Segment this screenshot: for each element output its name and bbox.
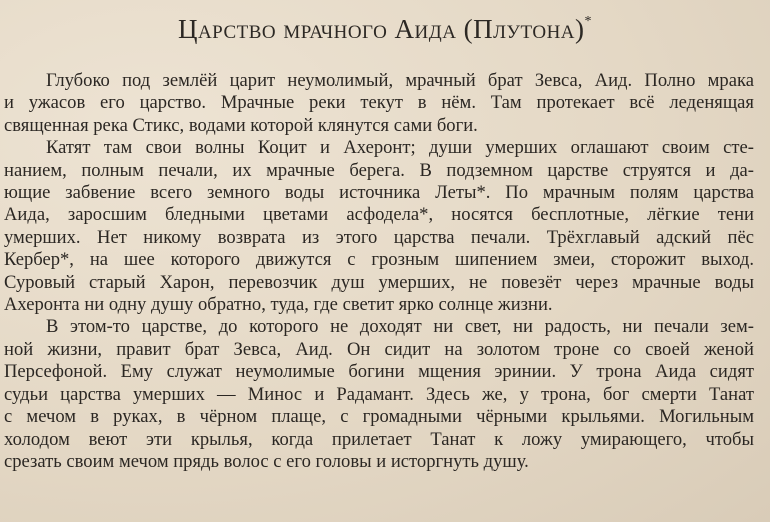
- text-line: Кербер*, на шее которого движутся с грозным шипением змеи, сторожит выход.: [4, 249, 754, 271]
- footnote-mark: *: [584, 14, 593, 29]
- chapter-title: [0, 14, 770, 45]
- text-line: срезать своим мечом прядь волос с его головы и исторгнуть душу.: [4, 450, 529, 472]
- text-line: Персефоной. Ему служат неумолимые богини мщения эринии. У трона Аида сидят: [4, 361, 754, 383]
- text-line: с мечом в руках, в чёрном плаще, с громадными чёрными крыльями. Могильным: [4, 406, 754, 428]
- paragraph-3: [4, 316, 754, 473]
- text-line: Аида, заросшим бледными цветами асфодела*, носятся бесплотные, лёгкие тени: [4, 204, 754, 226]
- text-line: Глубоко под землёй царит неумолимый, мрачный брат Зевса, Аид. Полно мрака: [46, 70, 754, 91]
- chapter-body: [4, 70, 754, 473]
- text-line: ющие забвение всего земного воды источника Леты*. По мрачным полям царства: [4, 182, 754, 204]
- chapter-title-text: Царство мрачного Аида (Плутона): [177, 14, 585, 44]
- text-line: умерших. Нет никому возврата из этого царства печали. Трёхглавый адский пёс: [4, 226, 754, 248]
- text-line: В этом-то царстве, до которого не доходят ни свет, ни радость, ни печали зем-: [46, 316, 754, 338]
- text-line: Катят там свои волны Коцит и Ахеронт; души умерших оглашают своим сте-: [46, 137, 754, 159]
- text-line: Ахеронта ни одну душу обратно, туда, где светит ярко солнце жизни.: [4, 294, 553, 316]
- text-line: холодом веют эти крылья, когда прилетает Танат к ложу умирающего, чтобы: [4, 428, 754, 450]
- text-line: ной жизни, правит брат Зевса, Аид. Он сидит на золотом троне со своей женой: [4, 338, 754, 360]
- text-line: священная река Стикс, водами которой клянутся сами боги.: [4, 114, 478, 136]
- paragraph-1: [4, 70, 754, 137]
- text-line: судьи царства умерших — Минос и Радамант. Здесь же, у трона, бог смерти Танат: [4, 383, 754, 405]
- text-line: Суровый старый Харон, перевозчик душ умерших, не повезёт через мрачные воды: [4, 271, 754, 293]
- text-line: и ужасов его царство. Мрачные реки текут в нём. Там протекает всё леденящая: [4, 92, 754, 114]
- paragraph-2: [4, 137, 754, 316]
- text-line: нанием, полным печали, их мрачные берега. В подземном царстве струятся и да-: [4, 159, 754, 181]
